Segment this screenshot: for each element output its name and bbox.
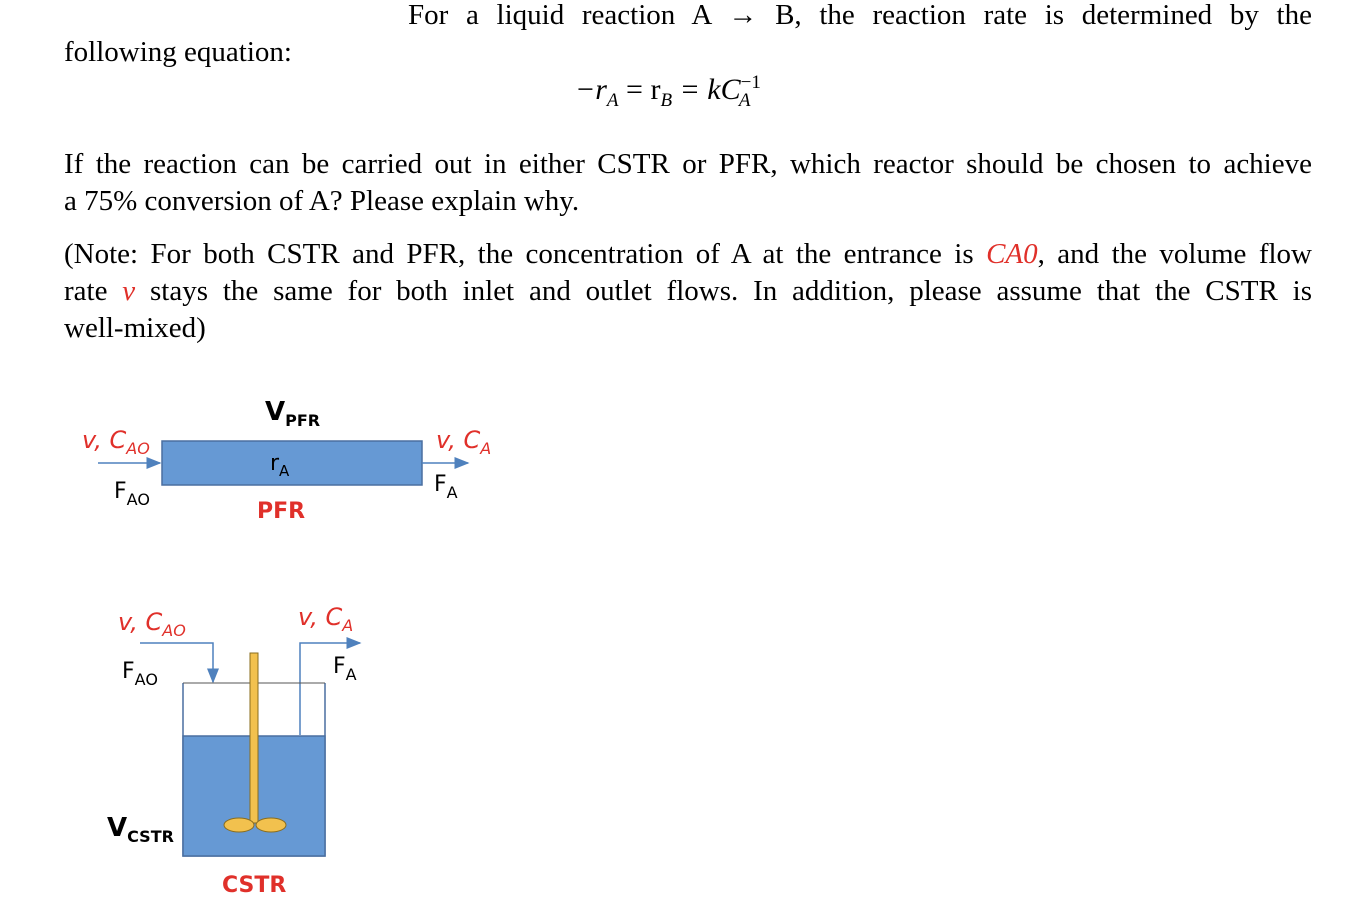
pfr-inlet-label: v, $C_{AO}$ <box>82 426 150 458</box>
pfr-outlet-molar-flow: $F_A$ <box>434 472 458 502</box>
note-line-2: rate v stays the same for both inlet and outlet flows. In addition, please assume that the CSTR is <box>64 275 1312 307</box>
pfr-inlet-molar-flow: $F_{AO}$ <box>114 479 150 509</box>
ca0-symbol: CA0 <box>986 238 1038 270</box>
cstr-outlet-label: v, $C_A$ <box>298 603 354 635</box>
pfr-tube <box>162 441 422 485</box>
cstr-name-label: CSTR <box>222 873 287 898</box>
cstr-inlet-label: v, $C_{AO}$ <box>118 608 186 640</box>
cstr-impeller-left <box>224 818 254 832</box>
question-line-2: a 75% conversion of A? Please explain why. <box>64 185 580 217</box>
cstr-outlet-molar-flow: $F_A$ <box>333 654 357 684</box>
rate-equation: $-r_A = r_B = kC^{-1}_A$ <box>575 72 761 111</box>
cstr-volume-label: $V_{CSTR}$ <box>107 813 174 846</box>
cstr-outlet-arrow <box>300 643 360 735</box>
v-symbol: v <box>122 275 136 307</box>
cstr-diagram <box>107 603 360 898</box>
question-line-1: If the reaction can be carried out in either CSTR or PFR, which reactor should be chosen to achieve <box>64 148 1312 180</box>
cstr-inlet-molar-flow: $F_{AO}$ <box>122 659 158 689</box>
note-line-1: (Note: For both CSTR and PFR, the concentration of A at the entrance is CA0, and the volume flow <box>64 238 1312 270</box>
cstr-stirrer-shaft <box>250 653 258 823</box>
pfr-volume-label: $V_{PFR}$ <box>265 397 321 430</box>
pfr-outlet-label: v, $C_A$ <box>436 426 492 458</box>
note-line-3: well-mixed) <box>64 312 206 344</box>
intro-line-2: following equation: <box>64 36 292 68</box>
cstr-impeller-right <box>256 818 286 832</box>
pfr-diagram <box>82 397 491 524</box>
pfr-rate-label: $r_A$ <box>270 451 290 480</box>
pfr-name-label: PFR <box>257 499 306 524</box>
intro-line-1: For a liquid reaction A → B, the reaction rate is determined by the <box>408 0 1312 31</box>
